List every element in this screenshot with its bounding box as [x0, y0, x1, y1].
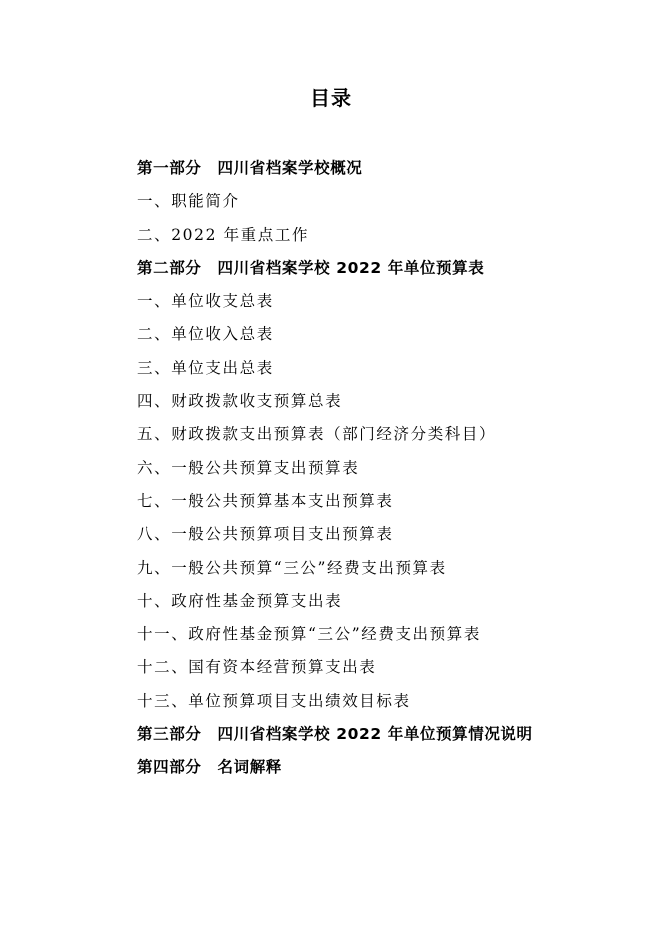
toc-entry: 十三、单位预算项目支出绩效目标表: [137, 691, 411, 710]
toc-part-heading: 第一部分 四川省档案学校概况: [137, 159, 363, 177]
toc-entry: 四、财政拨款收支预算总表: [137, 392, 343, 411]
toc-entry: 九、一般公共预算“三公”经费支出预算表: [137, 558, 447, 577]
toc-entry: 十二、国有资本经营预算支出表: [137, 658, 377, 677]
toc-entry: 十一、政府性基金预算“三公”经费支出预算表: [137, 625, 481, 644]
toc-entry: 七、一般公共预算基本支出预算表: [137, 491, 394, 510]
toc-entry: 一、职能简介: [137, 192, 240, 211]
toc-title: 目录: [310, 86, 352, 110]
toc-part-heading: 第三部分 四川省档案学校 2022 年单位预算情况说明: [137, 725, 533, 744]
toc-entry: 六、一般公共预算支出预算表: [137, 458, 360, 477]
toc-entry: 一、单位收支总表: [137, 292, 274, 311]
toc-part-heading: 第二部分 四川省档案学校 2022 年单位预算表: [137, 258, 485, 277]
toc-entry: 三、单位支出总表: [137, 358, 274, 377]
toc-entry: 二、单位收入总表: [137, 325, 274, 344]
table-of-contents: [137, 152, 607, 785]
toc-part-heading: 第四部分 名词解释: [137, 758, 282, 777]
toc-entry: 十、政府性基金预算支出表: [137, 591, 343, 610]
toc-entry: 八、一般公共预算项目支出预算表: [137, 525, 394, 544]
toc-entry: 二、2022 年重点工作: [137, 225, 310, 244]
toc-entry: 五、财政拨款支出预算表（部门经济分类科目）: [137, 425, 497, 444]
